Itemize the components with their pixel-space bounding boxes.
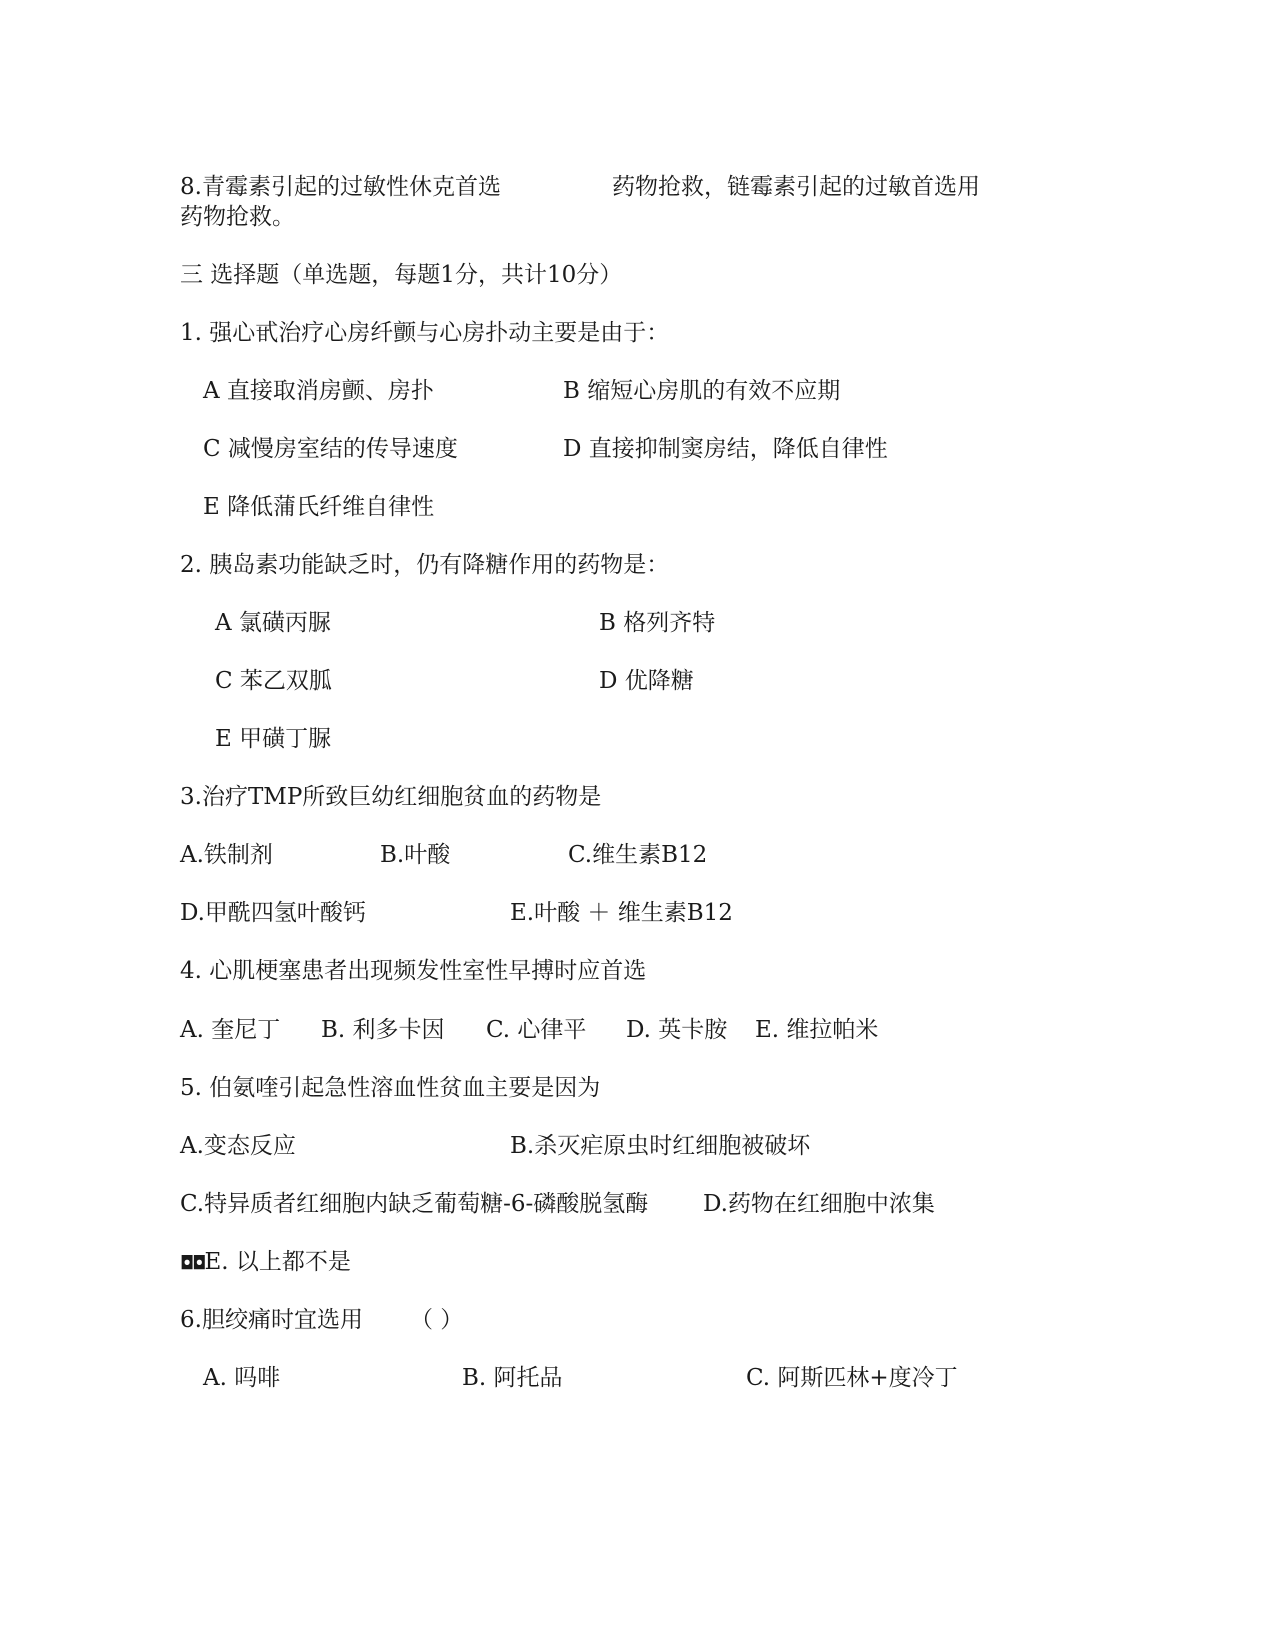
option: B 格列齐特 xyxy=(599,610,716,636)
fill-q8-line1-a: 8.青霉素引起的过敏性休克首选 xyxy=(180,174,501,200)
option: E 降低蒲氏纤维自律性 xyxy=(203,494,435,520)
question-stem: 4. 心肌梗塞患者出现频发性室性早搏时应首选 xyxy=(180,958,647,984)
option: A 直接取消房颤、房扑 xyxy=(203,378,434,404)
question-stem: 2. 胰岛素功能缺乏时，仍有降糖作用的药物是： xyxy=(180,552,670,578)
option: C 苯乙双胍 xyxy=(215,668,332,694)
option: D. 英卡胺 xyxy=(626,1017,728,1043)
option: E.叶酸 ＋ 维生素B12 xyxy=(510,900,733,926)
question-stem: 5. 伯氨喹引起急性溶血性贫血主要是因为 xyxy=(180,1075,601,1101)
option: C.维生素B12 xyxy=(568,842,708,868)
option: A.变态反应 xyxy=(180,1133,296,1159)
question-stem: 3.治疗TMP所致巨幼红细胞贫血的药物是 xyxy=(180,784,602,810)
option: A. 奎尼丁 xyxy=(180,1017,281,1043)
option-row xyxy=(180,1251,351,1274)
option: E. 以上都不是 xyxy=(204,1249,351,1275)
option: D 优降糖 xyxy=(599,668,694,694)
option: A 氯磺丙脲 xyxy=(215,610,331,636)
option: A. 吗啡 xyxy=(203,1365,281,1391)
option: C. 阿斯匹林+度冷丁 xyxy=(746,1365,958,1391)
option: B 缩短心房肌的有效不应期 xyxy=(563,378,841,404)
option: A.铁制剂 xyxy=(180,842,273,868)
option: D.甲酰四氢叶酸钙 xyxy=(180,900,366,926)
section-heading: 三 选择题（单选题，每题1分，共计10分） xyxy=(180,262,623,288)
option: B.杀灭疟原虫时红细胞被破坏 xyxy=(510,1133,811,1159)
option: C 减慢房室结的传导速度 xyxy=(203,436,458,462)
option: E 甲磺丁脲 xyxy=(215,726,332,752)
option: E. 维拉帕米 xyxy=(755,1017,879,1043)
option: C. 心律平 xyxy=(486,1017,587,1043)
question-stem: 6.胆绞痛时宜选用 xyxy=(180,1307,363,1333)
option: B. 阿托品 xyxy=(462,1365,563,1391)
garbled-glyphs: ◘◘ xyxy=(180,1253,205,1274)
answer-blank: （ ） xyxy=(410,1307,464,1333)
option: B. 利多卡因 xyxy=(321,1017,445,1043)
fill-q8-line1-b: 药物抢救，链霉素引起的过敏首选用 xyxy=(612,174,980,200)
question-stem: 1. 强心甙治疗心房纤颤与心房扑动主要是由于： xyxy=(180,320,670,346)
fill-q8-line2: 药物抢救。 xyxy=(180,204,295,230)
option: C.特异质者红细胞内缺乏葡萄糖-6-磷酸脱氢酶 xyxy=(180,1191,649,1217)
option: B.叶酸 xyxy=(380,842,451,868)
option: D 直接抑制窦房结，降低自律性 xyxy=(563,436,888,462)
option: D.药物在红细胞中浓集 xyxy=(703,1191,935,1217)
